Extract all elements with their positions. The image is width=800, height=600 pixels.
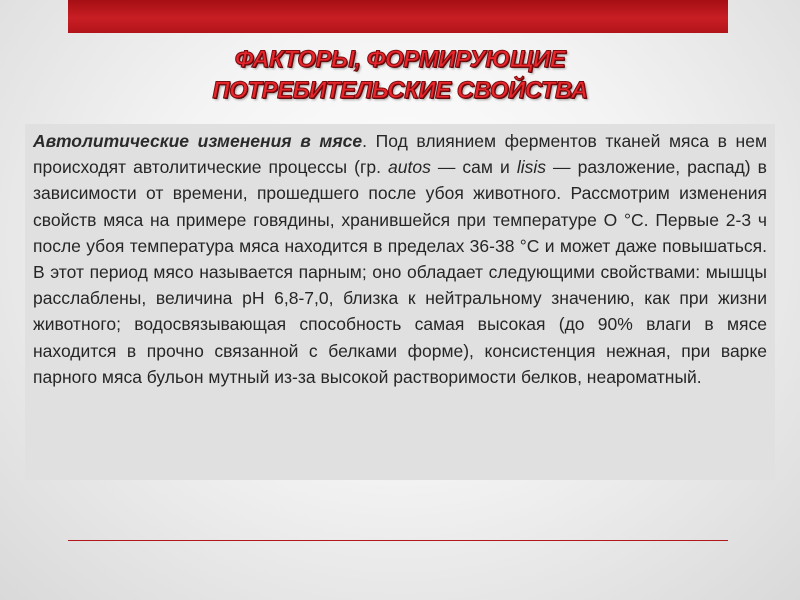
slide-title-line-2: ПОТРЕБИТЕЛЬСКИЕ СВОЙСТВА <box>212 77 588 104</box>
footer-divider <box>68 540 728 541</box>
body-text-part-3: — разложение, распад) в зависимости от времени, прошедшего после убоя животного. Рассмотрим изменения свойств мяса на примере говядины, хранившейся при температуре О °С. Первые 2-3 ч после убоя температура мяса находится в пределах 36-38 °С и может даже повышаться. В этот период мясо называется парным; оно обладает следующими свойствами: мышцы расслаблены, величина рН 6,8-7,0, близка к нейтральному значению, как при жизни животного; водосвязывающая способность самая высокая (до 90% влаги в мясе находится в прочно связанной с белками форме), консистенция нежная, при варке парного мяса бульон мутный из-за высокой растворимости белков, неароматный. <box>33 157 767 387</box>
content-box <box>25 124 775 480</box>
term-lisis: lisis <box>516 157 546 178</box>
lead-phrase: Автолитические изменения в мясе <box>33 131 363 151</box>
body-text-part-2: — сам и <box>430 157 517 178</box>
body-text-part-1: . Под влиянием ферментов тканей мяса в нем происходят автолитические процессы (гр. <box>33 131 767 178</box>
header-bar <box>68 0 728 33</box>
slide-title-line-1: ФАКТОРЫ, ФОРМИРУЮЩИЕ <box>234 46 566 73</box>
slide-title <box>0 44 800 106</box>
body-paragraph <box>33 128 767 390</box>
term-autos: autos <box>388 157 431 178</box>
